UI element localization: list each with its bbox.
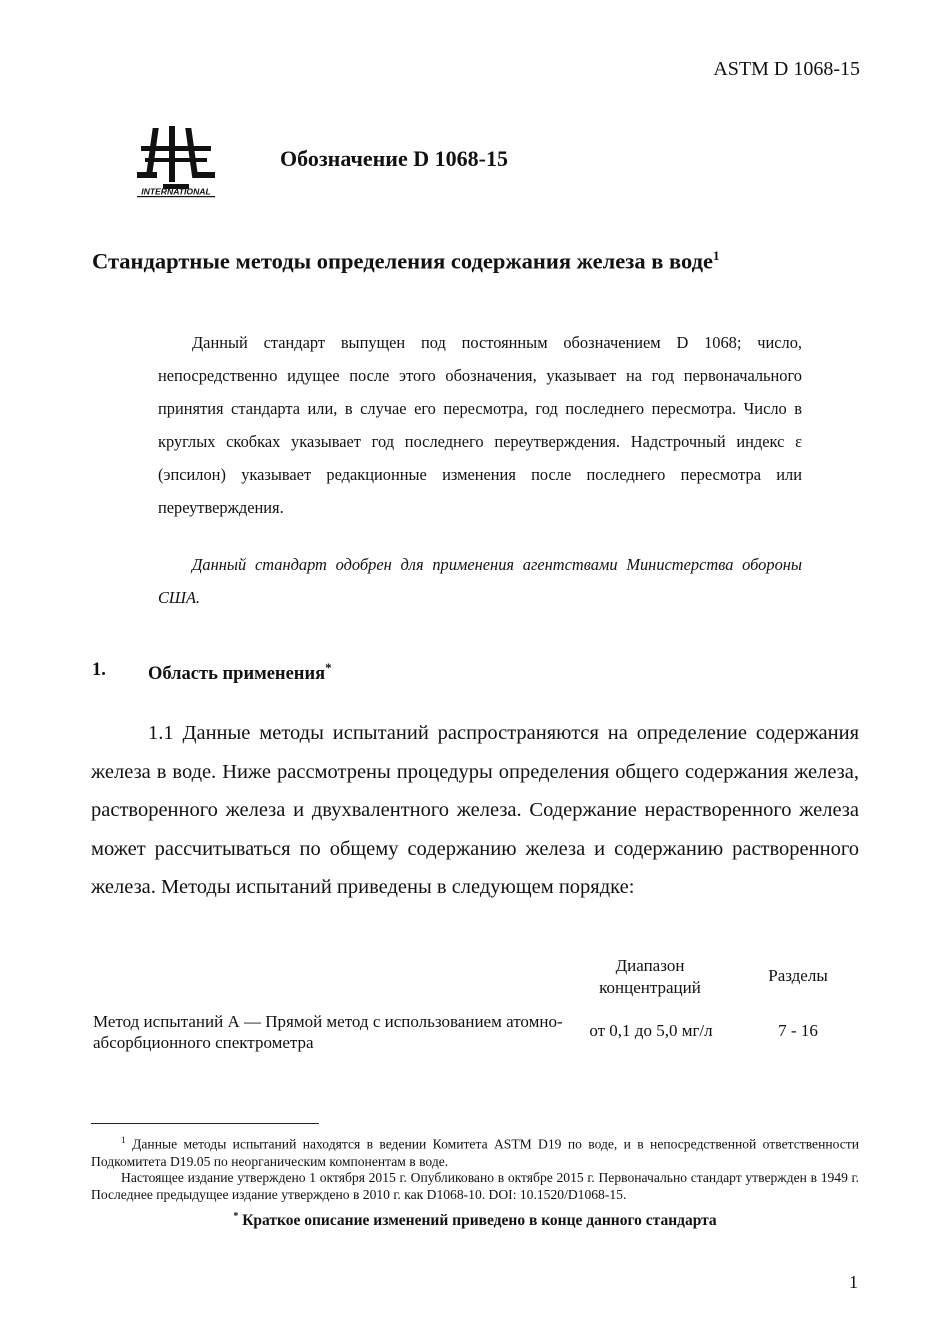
dod-note-text: Данный стандарт одобрен для применения агентствами Министерства обороны США. [158, 555, 802, 607]
footnote-1-text: Данные методы испытаний находятся в ведении Комитета ASTM D19 по воде, и в непосредственной ответственности Подкомитета D19.05 по неорганическим компонентам в воде. [91, 1136, 860, 1169]
table-header-sections: Разделы [768, 966, 828, 985]
paragraph-1-1 [91, 714, 859, 907]
designation-heading: Обозначение D 1068-15 [280, 146, 508, 171]
notice-text: Данный стандарт выпущен под постоянным обозначением D 1068; число, непосредственно идущее после этого обозначения, указывает на год первоначального принятия стандарта или, в случае его пересмотра, год последнего пересмотра. Число в круглых скобках указывает год последнего переутверждения. Надстрочный индекс ε (эпсилон) указывает редакционные изменения после последнего пересмотра или переутверждения. [158, 333, 802, 517]
title-text: Стандартные методы определения содержания железа в воде [92, 248, 713, 274]
footnote-changes-summary [91, 1211, 859, 1230]
standard-notice [158, 326, 802, 524]
astm-logo-icon [135, 126, 217, 198]
section-title-mark: * [325, 660, 332, 675]
table-cell-range: от 0,1 до 5,0 мг/л [589, 1021, 713, 1040]
footnote-1 [91, 1133, 859, 1170]
document-code-header: ASTM D 1068-15 [713, 58, 860, 80]
footnote-1-mark: 1 [121, 1136, 126, 1146]
document-title [92, 248, 719, 275]
table-header-range: Диапазон концентраций [599, 956, 701, 997]
footnote-3-text: Краткое описание изменений приведено в конце данного стандарта [242, 1212, 717, 1230]
astm-logo [135, 126, 217, 198]
page-number: 1 [849, 1272, 858, 1292]
section-number: 1. [92, 660, 106, 680]
logo-international-text: INTERNATIONAL [141, 186, 211, 197]
footnote-separator [91, 1123, 319, 1124]
footnote-2 [91, 1169, 859, 1203]
footnote-2-text: Настоящее издание утверждено 1 октября 2015 г. Опубликовано в октябре 2015 г. Первоначально стандарт утвержден в 1949 г. Последнее предыдущее издание утверждено в 2010 г. как D1068-10. DOI: 10.1520/D1068-15. [91, 1170, 859, 1202]
title-footnote-mark: 1 [712, 248, 720, 263]
dod-approval-note [158, 548, 802, 614]
section-title-text: Область применения [148, 664, 326, 685]
section-title [148, 660, 332, 685]
paragraph-1-1-text: 1.1 Данные методы испытаний распространяются на определение содержания железа в воде. Ниже рассмотрены процедуры определения общего содержания железа, растворенного железа и двухвалентного железа. Содержание нерастворенного железа может рассчитываться по общему содержанию железа и содержанию растворенного железа. Методы испытаний приведены в следующем порядке: [91, 722, 859, 898]
table-cell-sections: 7 - 16 [778, 1021, 818, 1040]
table-cell-method: Метод испытаний А — Прямой метод с использованием атомно-абсорбционного спектрометра [93, 1012, 563, 1052]
footnote-3-mark: * [233, 1211, 239, 1222]
